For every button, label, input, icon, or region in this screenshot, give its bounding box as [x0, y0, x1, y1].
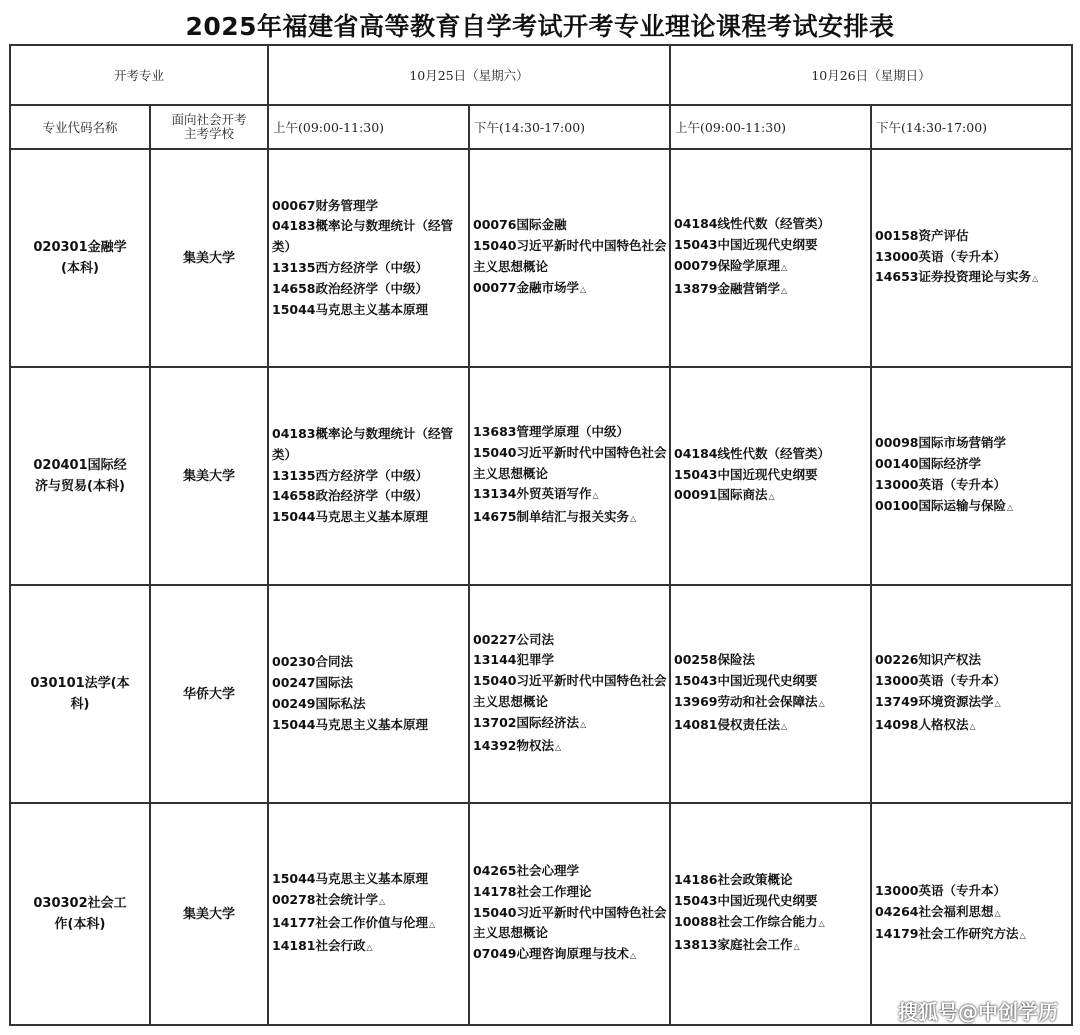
- triangle-mark-icon: △: [379, 897, 386, 907]
- course-title: 13000英语（专升本）: [875, 673, 1007, 689]
- header-day2: 10月26日（星期日）: [670, 45, 1072, 105]
- course-item: [674, 891, 870, 912]
- course-item: [875, 902, 1071, 925]
- course-item: [674, 256, 870, 279]
- header-day2-am: 上午(09:00-11:30): [670, 105, 871, 149]
- course-item: [875, 247, 1071, 268]
- header-school: [150, 105, 268, 149]
- school-name: 华侨大学: [150, 585, 268, 803]
- course-item: [875, 715, 1071, 738]
- header-day2-pm: 下午(14:30-17:00): [871, 105, 1072, 149]
- course-item: [674, 444, 870, 465]
- course-item: [473, 736, 669, 759]
- major-name-text: 020401国际经济与贸易(本科): [33, 458, 127, 494]
- course-title: 10088社会工作综合能力: [674, 914, 818, 929]
- major-name: [10, 585, 150, 803]
- course-title: 13000英语（专升本）: [875, 882, 1007, 898]
- course-title: 00227公司法: [473, 631, 555, 647]
- course-title: 00258保险法: [674, 652, 756, 668]
- course-title: 00278社会统计学: [272, 892, 379, 908]
- slot-day2-pm: [871, 585, 1072, 803]
- course-item: [473, 713, 669, 736]
- course-title: 04183概率论与数理统计（经管类）: [272, 426, 454, 462]
- course-item: [473, 422, 669, 443]
- slot-day1-am: [268, 367, 469, 585]
- triangle-mark-icon: △: [580, 284, 587, 294]
- triangle-mark-icon: △: [1007, 502, 1014, 512]
- triangle-mark-icon: △: [781, 721, 788, 731]
- course-title: 04183概率论与数理统计（经管类）: [272, 218, 454, 255]
- course-item: [674, 935, 870, 958]
- course-item: [272, 936, 468, 959]
- course-item: [272, 913, 468, 936]
- slot-day1-pm: [469, 367, 670, 585]
- major-name-text: 030101法学(本科): [30, 676, 130, 712]
- course-title: 15043中国近现代史纲要: [674, 237, 818, 253]
- course-title: 13702国际经济法: [473, 714, 580, 730]
- triangle-mark-icon: △: [781, 285, 788, 295]
- course-item: [674, 692, 870, 715]
- course-title: 14392物权法: [473, 737, 555, 753]
- exam-schedule-table: [9, 44, 1073, 1026]
- header-day1-pm: 下午(14:30-17:00): [469, 105, 670, 149]
- course-item: [674, 235, 870, 256]
- table-row: [10, 585, 1072, 803]
- course-item: [272, 424, 468, 466]
- schedule-body: [10, 149, 1072, 1025]
- course-title: 15040习近平新时代中国特色社会主义思想概论: [473, 238, 667, 274]
- course-title: 13969劳动和社会保障法: [674, 694, 818, 709]
- course-item: [875, 692, 1071, 715]
- slot-day1-am: [268, 149, 469, 367]
- slot-day2-am: [670, 149, 871, 367]
- course-item: [875, 650, 1071, 671]
- course-title: 13749环境资源法学: [875, 694, 994, 709]
- school-name: 集美大学: [150, 149, 268, 367]
- course-title: 13879金融营销学: [674, 280, 781, 296]
- course-item: [473, 215, 669, 236]
- triangle-mark-icon: △: [969, 721, 976, 731]
- course-title: 14653证券投资理论与实务: [875, 269, 1032, 285]
- course-item: [875, 433, 1071, 454]
- course-title: 00077金融市场学: [473, 279, 580, 295]
- course-item: [272, 507, 468, 528]
- course-title: 00067财务管理学: [272, 197, 379, 213]
- course-title: 07049心理咨询原理与技术: [473, 946, 630, 962]
- course-title: 13000英语（专升本）: [875, 248, 1007, 264]
- course-title: 13000英语（专升本）: [875, 477, 1007, 492]
- slot-day1-pm: [469, 149, 670, 367]
- triangle-mark-icon: △: [818, 919, 825, 928]
- slot-day1-pm: [469, 803, 670, 1025]
- table-row: [10, 803, 1072, 1025]
- course-title: 00230合同法: [272, 654, 354, 670]
- course-item: [272, 890, 468, 913]
- course-item: [272, 652, 468, 673]
- watermark: 搜狐号@中创学历: [898, 1000, 1058, 1024]
- course-item: [875, 475, 1071, 496]
- course-item: [473, 671, 669, 713]
- triangle-mark-icon: △: [630, 951, 637, 961]
- course-title: 13144犯罪学: [473, 652, 555, 668]
- triangle-mark-icon: △: [555, 742, 562, 752]
- course-item: [272, 869, 468, 890]
- course-item: [674, 671, 870, 692]
- course-item: [272, 196, 468, 217]
- course-title: 14675制单结汇与报关实务: [473, 509, 630, 525]
- course-item: [272, 486, 468, 507]
- course-title: 00098国际市场营销学: [875, 435, 1007, 451]
- school-name: 集美大学: [150, 803, 268, 1025]
- course-title: 15040习近平新时代中国特色社会主义思想概论: [473, 673, 667, 709]
- course-item: [272, 258, 468, 279]
- course-title: 15044马克思主义基本原理: [272, 301, 429, 317]
- course-item: [473, 278, 669, 301]
- course-title: 14177社会工作价值与伦理: [272, 915, 429, 930]
- triangle-mark-icon: △: [781, 263, 788, 272]
- course-item: [272, 300, 468, 321]
- course-item: [875, 496, 1071, 519]
- course-title: 15043中国近现代史纲要: [674, 673, 818, 689]
- slot-day2-pm: [871, 367, 1072, 585]
- course-item: [875, 881, 1071, 902]
- header-school-label: 面向社会开考主考学校: [171, 112, 247, 141]
- slot-day2-pm: [871, 149, 1072, 367]
- header-day1-am: 上午(09:00-11:30): [268, 105, 469, 149]
- course-title: 00100国际运输与保险: [875, 497, 1007, 513]
- course-title: 15043中国近现代史纲要: [674, 466, 818, 482]
- course-item: [473, 650, 669, 671]
- course-title: 00247国际法: [272, 675, 354, 691]
- course-item: [674, 715, 870, 738]
- course-title: 15040习近平新时代中国特色社会主义思想概论: [473, 444, 667, 481]
- table-row: [10, 367, 1072, 585]
- course-title: 15044马克思主义基本原理: [272, 871, 429, 887]
- course-item: [272, 715, 468, 736]
- course-item: [473, 507, 669, 530]
- course-item: [875, 454, 1071, 475]
- course-item: [272, 279, 468, 300]
- course-title: 00249国际私法: [272, 696, 366, 711]
- course-title: 14081侵权责任法: [674, 716, 781, 732]
- triangle-mark-icon: △: [429, 920, 436, 929]
- triangle-mark-icon: △: [580, 719, 587, 729]
- course-item: [272, 466, 468, 487]
- header-major-code: 专业代码名称: [10, 105, 150, 149]
- page-title: 2025年福建省高等教育自学考试开考专业理论课程考试安排表: [185, 12, 895, 41]
- course-title: 04184线性代数（经管类）: [674, 445, 831, 461]
- triangle-mark-icon: △: [1032, 274, 1039, 284]
- course-title: 14658政治经济学（中级）: [272, 280, 429, 296]
- course-item: [473, 944, 669, 967]
- course-title: 14658政治经济学（中级）: [272, 488, 429, 504]
- slot-day2-am: [670, 803, 871, 1025]
- major-name: [10, 803, 150, 1025]
- course-item: [473, 882, 669, 903]
- course-item: [473, 861, 669, 882]
- course-title: 00140国际经济学: [875, 456, 982, 472]
- course-title: 14179社会工作研究方法: [875, 926, 1019, 942]
- course-item: [473, 903, 669, 945]
- triangle-mark-icon: △: [630, 514, 637, 524]
- course-item: [272, 673, 468, 694]
- course-title: 00226知识产权法: [875, 652, 982, 668]
- slot-day1-pm: [469, 585, 670, 803]
- school-name: 集美大学: [150, 367, 268, 585]
- course-title: 04184线性代数（经管类）: [674, 216, 831, 232]
- triangle-mark-icon: △: [366, 942, 373, 952]
- course-item: [674, 870, 870, 891]
- course-item: [674, 279, 870, 302]
- course-title: 00076国际金融: [473, 217, 567, 233]
- triangle-mark-icon: △: [1019, 931, 1026, 941]
- course-title: 15044马克思主义基本原理: [272, 716, 429, 732]
- header-major-group: 开考专业: [10, 45, 268, 105]
- course-title: 04264社会福利思想: [875, 903, 994, 919]
- course-title: 15040习近平新时代中国特色社会主义思想概论: [473, 904, 667, 941]
- course-item: [473, 443, 669, 485]
- slot-day1-am: [268, 803, 469, 1025]
- course-item: [674, 912, 870, 935]
- course-title: 13135西方经济学（中级）: [272, 467, 429, 483]
- course-item: [473, 484, 669, 507]
- course-item: [473, 236, 669, 278]
- course-title: 04265社会心理学: [473, 863, 580, 878]
- course-item: [272, 216, 468, 258]
- slot-day1-am: [268, 585, 469, 803]
- course-title: 13813家庭社会工作: [674, 936, 793, 952]
- course-title: 14178社会工作理论: [473, 883, 592, 899]
- slot-day2-am: [670, 367, 871, 585]
- header-day1: 10月25日（星期六）: [268, 45, 670, 105]
- course-item: [875, 267, 1071, 290]
- course-title: 14181社会行政: [272, 937, 366, 953]
- major-name: [10, 367, 150, 585]
- major-name-text: 020301金融学(本科): [33, 240, 127, 276]
- course-item: [272, 694, 468, 715]
- course-item: [674, 214, 870, 235]
- major-name-text: 030302社会工作(本科): [33, 896, 127, 932]
- triangle-mark-icon: △: [994, 908, 1001, 918]
- triangle-mark-icon: △: [793, 941, 800, 951]
- course-title: 14186社会政策概论: [674, 872, 793, 888]
- table-row: [10, 149, 1072, 367]
- course-item: [674, 465, 870, 486]
- course-title: 00158资产评估: [875, 227, 969, 243]
- slot-day2-am: [670, 585, 871, 803]
- course-title: 13683管理学原理（中级）: [473, 424, 630, 439]
- course-title: 14098人格权法: [875, 716, 969, 732]
- triangle-mark-icon: △: [994, 699, 1001, 708]
- course-title: 00079保险学原理: [674, 258, 781, 273]
- triangle-mark-icon: △: [818, 699, 825, 708]
- course-title: 13134外贸英语写作: [473, 486, 592, 502]
- course-item: [674, 650, 870, 671]
- course-title: 15043中国近现代史纲要: [674, 893, 818, 909]
- course-title: 15044马克思主义基本原理: [272, 509, 429, 525]
- course-item: [875, 226, 1071, 247]
- triangle-mark-icon: △: [592, 491, 599, 501]
- course-item: [674, 485, 870, 508]
- course-item: [473, 630, 669, 651]
- course-item: [875, 924, 1071, 947]
- triangle-mark-icon: △: [768, 492, 775, 502]
- course-item: [875, 671, 1071, 692]
- slot-day2-pm: [871, 803, 1072, 1025]
- course-title: 13135西方经济学（中级）: [272, 260, 429, 275]
- major-name: [10, 149, 150, 367]
- course-title: 00091国际商法: [674, 487, 768, 503]
